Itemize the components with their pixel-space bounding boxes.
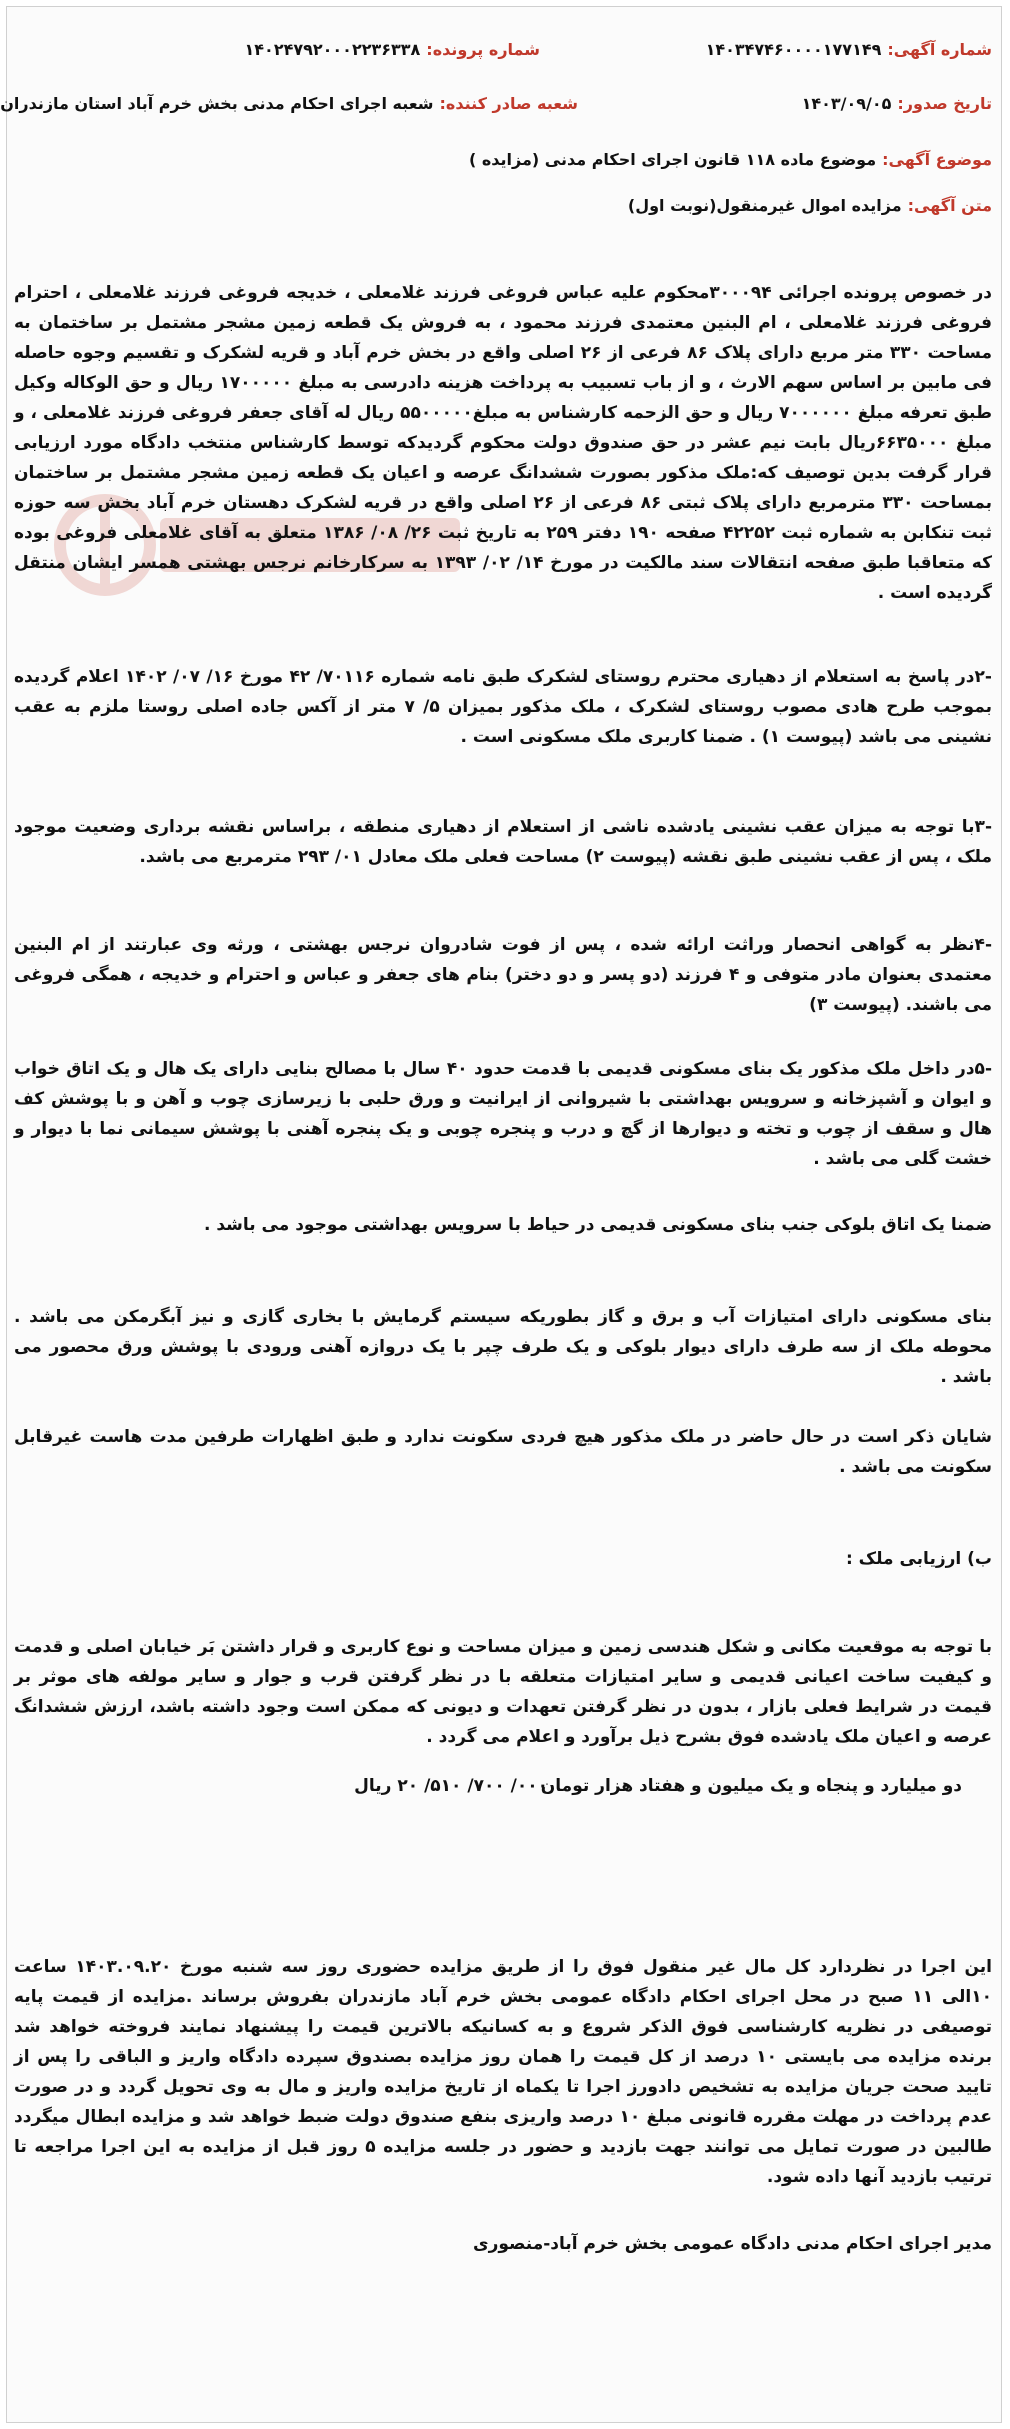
issuer: شعبه اجرای احکام مدنی بخش خرم آباد استان مازندران [0, 94, 434, 113]
paragraph-item-2: -۲در پاسخ به استعلام از دهیاری محترم روستای لشکرک طبق نامه شماره ۷۰۱۱۶/ ۴۲ مورخ ۱۶/ ۰۷/ ۱۴۰۲ اعلام گردیده بموجب طرح هادی مصوب روستای لشکرک ، ملک مذکور بمیزان ۵/ ۷ متر از آکس جاده اصلی روستا ملزم به عقب نشینی می باشد (پیوست ۱) . ضمنا کاربری ملک مسکونی است . [14, 667, 992, 747]
issue-date: ۱۴۰۳/۰۹/۰۵ [801, 94, 892, 113]
issue-date-label: تاریخ صدور: [897, 94, 992, 113]
paragraph-utilities: بنای مسکونی دارای امتیازات آب و برق و گاز بطوریکه سیستم گرمایش با بخاری گازی و نیز آبگرمکن می باشد . محوطه ملک از سه طرف دارای دیوار بلوکی و یک طرف چپر با یک دروازه آهنی ورودی با پوشش ورق محصور می باشد . [14, 1307, 992, 1387]
price-in-words: دو میلیارد و پنجاه و یک میلیون و هفتاد هزار تومان [540, 1776, 962, 1796]
ad-number: ۱۴۰۳۴۷۴۶۰۰۰۰۱۷۷۱۴۹ [705, 40, 882, 59]
issuer-label: شعبه صادر کننده: [439, 94, 578, 113]
case-number-row [245, 40, 540, 59]
paragraph-item-5: -۵در داخل ملک مذکور یک بنای مسکونی قدیمی با قدمت حدود ۴۰ سال با مصالح بنایی دارای یک هال و یک اتاق خواب و ایوان و آشپزخانه و سرویس بهداشتی با شیروانی از ایرانیت و ورق حلبی با زیرسازی چوب و آهن و با پوشش کف هال و سقف از چوب و تخته و دیوارها از گچ و درب و پنجره چوبی و یک پنجره آهنی با پوشش سیمانی نما با دیوار و خشت گلی می باشد . [14, 1059, 992, 1169]
ad-number-label: شماره آگهی: [887, 40, 992, 59]
subject-row [469, 150, 992, 169]
section-valuation-heading: ب) ارزیابی ملک : [845, 1549, 992, 1569]
paragraph-item-3: -۳با توجه به میزان عقب نشینی یادشده ناشی از استعلام از دهیاری منطقه ، براساس نقشه برداری وضعیت موجود ملک ، پس از عقب نشینی طبق نقشه (پیوست ۲) مساحت فعلی ملک معادل ۰۱/ ۲۹۳ مترمربع می باشد. [14, 817, 992, 867]
paragraph-block-room: ضمنا یک اتاق بلوکی جنب بنای مسکونی قدیمی در حیاط با سرویس بهداشتی موجود می باشد . [203, 1215, 992, 1235]
issue-date-row [802, 94, 992, 113]
signature: مدیر اجرای احکام مدنی دادگاه عمومی بخش خرم آباد-منصوری [473, 2234, 992, 2254]
ad-number-row [706, 40, 992, 59]
text-heading-label: متن آگهی: [907, 196, 992, 215]
paragraph-valuation: با توجه به موقعیت مکانی و شکل هندسی زمین و میزان مساحت و نوع کاربری و قرار داشتن بَر خیابان اصلی و قدمت و کیفیت ساخت اعیانی قدیمی و سایر امتیازات متعلقه با در نظر گرفتن قرب و جوار و سایر مولفه های موثر بر قیمت در شرایط فعلی بازار ، بدون در نظر گرفتن تعهدات و دیونی که ممکن است وجود داشته باشد، ارزش ششدانگ عرصه و اعیان ملک یادشده فوق بشرح ذیل برآورد و اعلام می گردد . [14, 1637, 992, 1747]
paragraph-vacancy: شایان ذکر است در حال حاضر در ملک مذکور هیچ فردی سکونت ندارد و طبق اظهارات طرفین مدت هاست غیرقابل سکونت می باشد . [14, 1427, 992, 1477]
paragraph-auction-terms: این اجرا در نظردارد کل مال غیر منقول فوق را از طریق مزایده حضوری روز سه شنبه مورخ ۱۴۰۳.۰۹.۲۰ ساعت ۱۰الی ۱۱ صبح در محل اجرای احکام دادگاه عمومی بخش خرم آباد مازندران بفروش برساند .مزایده از قیمت پایه توصیفی در نظریه کارشناسی فوق الذکر شروع و به کسانیکه بالاترین قیمت را پیشنهاد نمایند فروخته خواهد شد برنده مزایده می بایستی ۱۰ درصد از کل قیمت را همان روز مزایده بصندوق سپرده دادگاه واریز و الباقی را پس از تایید صحت جریان مزایده به تشخیص دادورز اجرا تا یکماه از تاریخ مزایده واریز و مال به وی تحویل گردد و در صورت عدم پرداخت در مهلت مقرره قانونی مبلغ ۱۰ درصد واریزی بنفع صندوق دولت ضبط خواهد شد و مزایده ابطال میگردد طالبین در صورت تمایل می توانند جهت بازدید و حضور در جلسه مزایده ۵ روز قبل از مزایده به این اجرا مراجعه تا ترتیب بازدید آنها داده شود. [14, 1957, 993, 2187]
subject-value: موضوع ماده ۱۱۸ قانون اجرای احکام مدنی (مزایده ) [468, 150, 877, 169]
price-in-digits: ۰۰۰/ ۷۰۰/ ۵۱۰/ ۲۰ ریال [354, 1776, 548, 1796]
issuer-row [0, 94, 578, 113]
case-number-label: شماره پرونده: [426, 40, 540, 59]
text-heading-value: مزایده اموال غیرمنقول(نوبت اول) [627, 196, 902, 215]
case-number: ۱۴۰۲۴۷۹۲۰۰۰۲۲۳۶۳۳۸ [244, 40, 421, 59]
text-heading-row [628, 196, 992, 215]
paragraph-main-case: در خصوص پرونده اجرائی ۳۰۰۰۹۴محکوم علیه عباس فروغی فرزند غلامعلی ، خدیجه فروغی فرزند غلامعلی ، احترام فروغی فرزند غلامعلی ، ام البنین معتمدی فرزند محمود ، به فروش یک قطعه زمین مشجر مشتمل بر ساختمان به مساحت ۳۳۰ متر مربع دارای پلاک ۸۶ فرعی از ۲۶ اصلی واقع در بخش خرم آباد و قریه لشکرک و تقسیم وجوه حاصله فی مابین بر اساس سهم الارث ، و از باب تسبیب به پرداخت هزینه دادرسی به مبلغ ۱۷۰۰۰۰۰ ریال و حق الوکاله وکیل طبق تعرفه مبلغ ۷۰۰۰۰۰۰ ریال و حق الزحمه کارشناس به مبلغ۵۵۰۰۰۰۰ ریال له آقای جعفر فروغی فرزند غلامعلی ، و مبلغ ۶۶۳۵۰۰۰ریال بابت نیم عشر در حق صندوق دولت محکوم گردیدکه توسط کارشناس منتخب دادگاه مورد ارزیابی قرار گرفت بدین توصیف که:ملک مذکور بصورت ششدانگ عرصه و اعیان یک قطعه زمین مشجر مشتمل بر ساختمان بمساحت ۳۳۰ مترمربع دارای پلاک ثبتی ۸۶ فرعی از ۲۶ اصلی واقع در قریه لشکرک دهستان خرم آباد بخش سه حوزه ثبت تنکابن به شماره ثبت ۴۲۲۵۲ صفحه ۱۹۰ دفتر ۲۵۹ به تاریخ ثبت ۲۶/ ۰۸/ ۱۳۸۶ متعلق به آقای غلامعلی فروغی بوده که متعاقبا طبق صفحه انتقالات سند مالکیت در مورخ ۱۴/ ۰۲/ ۱۳۹۳ به سرکارخانم نرجس بهشتی همسر ایشان منتقل گردیده است . [14, 283, 993, 603]
paragraph-item-4: -۴نظر به گواهی انحصار وراثت ارائه شده ، پس از فوت شادروان نرجس بهشتی ، ورثه وی عبارتند از ام البنین معتمدی بعنوان مادر متوفی و ۴ فرزند (دو پسر و دو دختر) بنام های جعفر و عباس و احترام و خدیجه ، همگی فروغی می باشند. (پیوست ۳) [14, 935, 992, 1015]
subject-label: موضوع آگهی: [882, 150, 992, 169]
